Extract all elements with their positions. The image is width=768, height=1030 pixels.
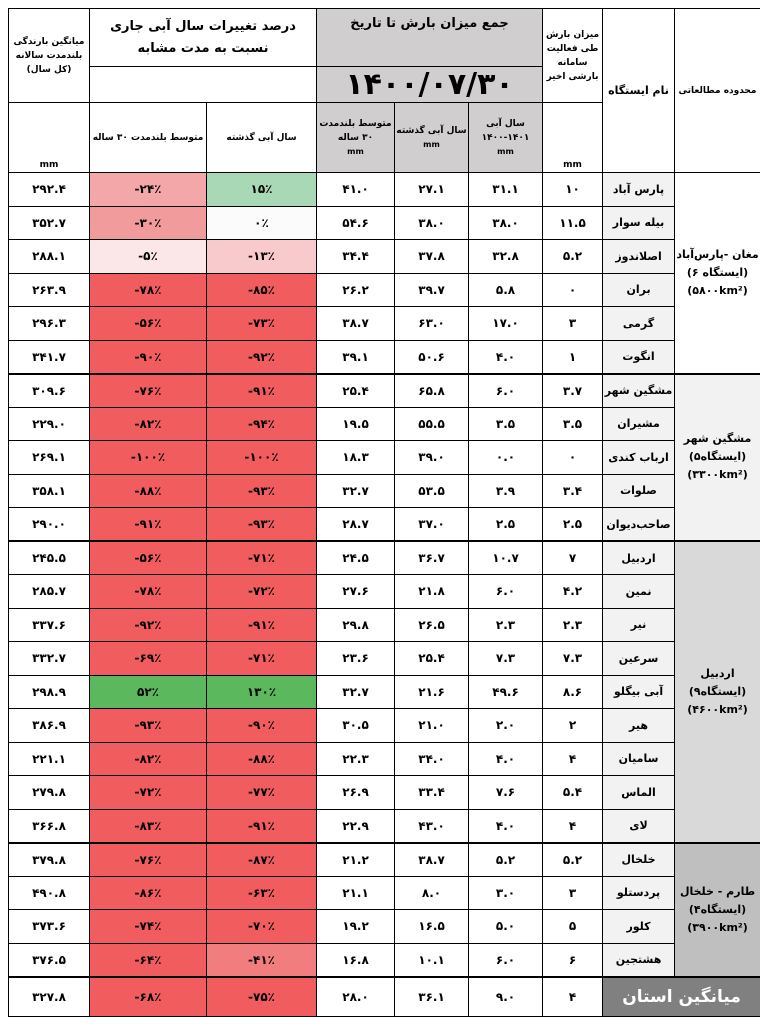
total-last-year-value: ۳۸.۷ bbox=[395, 843, 469, 877]
total-current-value: ۴.۰ bbox=[469, 340, 543, 374]
province-average-row bbox=[9, 977, 761, 1017]
annual-longterm-value: ۲۲۹.۰ bbox=[9, 407, 90, 441]
table-row bbox=[9, 407, 761, 441]
table-row bbox=[9, 307, 761, 341]
header-change-last-year: سال آبی گذشته bbox=[207, 103, 317, 173]
change-vs-last-year-value: -۹۱٪ bbox=[207, 809, 317, 843]
recent-rain-value: ۱۱.۵ bbox=[543, 206, 603, 240]
total-last-year-value: ۲۷.۱ bbox=[395, 173, 469, 207]
total-last-year-value: ۶۳.۰ bbox=[395, 307, 469, 341]
total-last-year-value: ۱۶.۵ bbox=[395, 910, 469, 944]
change-vs-last-year-value: -۹۰٪ bbox=[207, 709, 317, 743]
header-total-current: سال آبی ۱۴۰۱-۱۴۰۰ mm bbox=[469, 103, 543, 173]
total-longterm-value: ۲۸.۷ bbox=[317, 508, 395, 542]
total-longterm-value: ۱۹.۲ bbox=[317, 910, 395, 944]
region-area: (۳۹۰۰km²) bbox=[687, 920, 748, 934]
change-vs-last-year-value: -۶۳٪ bbox=[207, 876, 317, 910]
change-vs-longterm-value: -۸۳٪ bbox=[90, 809, 207, 843]
total-last-year-value: ۲۶.۵ bbox=[395, 608, 469, 642]
station-name: سرعین bbox=[603, 642, 675, 676]
total-current-value: ۵.۸ bbox=[469, 273, 543, 307]
total-last-year-value: ۲۱.۰ bbox=[395, 709, 469, 743]
table-row bbox=[9, 642, 761, 676]
recent-rain-value: ۵.۴ bbox=[543, 776, 603, 810]
station-name: پارس آباد bbox=[603, 173, 675, 207]
header-total-title: جمع میزان بارش تا تاریخ bbox=[350, 16, 509, 31]
change-vs-last-year-value: -۷۳٪ bbox=[207, 307, 317, 341]
station-name: اصلاندوز bbox=[603, 240, 675, 274]
change-vs-longterm-value: -۹۱٪ bbox=[90, 508, 207, 542]
region-area: (۵۸۰۰km²) bbox=[687, 283, 748, 297]
change-vs-longterm-value: -۶۴٪ bbox=[90, 943, 207, 977]
change-vs-longterm-value: -۵٪ bbox=[90, 240, 207, 274]
total-last-year-value: ۲۱.۸ bbox=[395, 575, 469, 609]
header-annual-unit-cell bbox=[9, 103, 90, 173]
station-name: خلخال bbox=[603, 843, 675, 877]
recent-rain-value: ۵.۲ bbox=[543, 240, 603, 274]
annual-longterm-value: ۳۲۷.۸ bbox=[9, 977, 90, 1017]
header-total-last-year: سال آبی گذشته mm bbox=[395, 103, 469, 173]
total-longterm-value: ۲۷.۶ bbox=[317, 575, 395, 609]
total-last-year-value: ۳۹.۷ bbox=[395, 273, 469, 307]
total-longterm-value: ۲۳.۶ bbox=[317, 642, 395, 676]
change-vs-last-year-value: -۷۲٪ bbox=[207, 575, 317, 609]
change-vs-last-year-value: -۹۱٪ bbox=[207, 608, 317, 642]
change-vs-longterm-value: -۷۶٪ bbox=[90, 843, 207, 877]
change-vs-longterm-value: -۲۴٪ bbox=[90, 173, 207, 207]
total-current-value: ۷.۳ bbox=[469, 642, 543, 676]
recent-rain-value: ۴.۲ bbox=[543, 575, 603, 609]
change-vs-last-year-value: -۸۸٪ bbox=[207, 742, 317, 776]
recent-rain-value: ۷.۳ bbox=[543, 642, 603, 676]
change-vs-last-year-value: -۹۴٪ bbox=[207, 407, 317, 441]
total-longterm-value: ۵۴.۶ bbox=[317, 206, 395, 240]
change-vs-longterm-value: ۵۲٪ bbox=[90, 675, 207, 709]
table-row bbox=[9, 910, 761, 944]
annual-longterm-value: ۳۳۷.۶ bbox=[9, 608, 90, 642]
total-current-value: ۱۷.۰ bbox=[469, 307, 543, 341]
annual-longterm-value: ۳۰۹.۶ bbox=[9, 374, 90, 408]
region-sub: (۶ ایستگاه) bbox=[686, 265, 749, 279]
recent-rain-value: ۱۰ bbox=[543, 173, 603, 207]
change-vs-last-year-value: -۸۵٪ bbox=[207, 273, 317, 307]
station-name: اردبیل bbox=[603, 541, 675, 575]
annual-longterm-value: ۲۹۶.۳ bbox=[9, 307, 90, 341]
change-vs-longterm-value: -۷۸٪ bbox=[90, 273, 207, 307]
total-longterm-value: ۲۲.۳ bbox=[317, 742, 395, 776]
total-longterm-value: ۱۹.۵ bbox=[317, 407, 395, 441]
table-row bbox=[9, 809, 761, 843]
table-row bbox=[9, 474, 761, 508]
station-name: هشتجین bbox=[603, 943, 675, 977]
change-vs-longterm-value: -۶۹٪ bbox=[90, 642, 207, 676]
change-vs-longterm-value: -۸۲٪ bbox=[90, 742, 207, 776]
total-current-value: ۳۸.۰ bbox=[469, 206, 543, 240]
table-row bbox=[9, 273, 761, 307]
total-last-year-value: ۳۷.۸ bbox=[395, 240, 469, 274]
change-vs-last-year-value: -۷۰٪ bbox=[207, 910, 317, 944]
study-area-region bbox=[675, 843, 760, 977]
change-vs-last-year-value: -۹۳٪ bbox=[207, 474, 317, 508]
recent-rain-value: ۵.۲ bbox=[543, 843, 603, 877]
annual-longterm-value: ۳۶۶.۸ bbox=[9, 809, 90, 843]
station-name: لای bbox=[603, 809, 675, 843]
change-vs-longterm-value: -۸۸٪ bbox=[90, 474, 207, 508]
station-name: بران bbox=[603, 273, 675, 307]
table-row bbox=[9, 876, 761, 910]
change-vs-longterm-value: -۹۳٪ bbox=[90, 709, 207, 743]
header-total-block bbox=[317, 9, 543, 67]
table-row bbox=[9, 575, 761, 609]
total-longterm-value: ۲۹.۸ bbox=[317, 608, 395, 642]
annual-longterm-value: ۲۸۸.۱ bbox=[9, 240, 90, 274]
change-vs-longterm-value: -۷۴٪ bbox=[90, 910, 207, 944]
total-current-value: ۰.۰ bbox=[469, 441, 543, 475]
total-longterm-value: ۲۸.۰ bbox=[317, 977, 395, 1017]
recent-rain-value: ۵ bbox=[543, 910, 603, 944]
header-date: ۱۴۰۰/۰۷/۳۰ bbox=[317, 67, 543, 103]
annual-longterm-value: ۳۷۶.۵ bbox=[9, 943, 90, 977]
change-vs-longterm-value: -۶۸٪ bbox=[90, 977, 207, 1017]
total-longterm-value: ۲۵.۴ bbox=[317, 374, 395, 408]
region-name: اردبیل bbox=[700, 666, 735, 680]
annual-longterm-value: ۲۸۵.۷ bbox=[9, 575, 90, 609]
total-last-year-value: ۳۹.۰ bbox=[395, 441, 469, 475]
annual-longterm-value: ۲۹۲.۴ bbox=[9, 173, 90, 207]
change-vs-longterm-value: -۸۶٪ bbox=[90, 876, 207, 910]
annual-longterm-value: ۳۷۳.۶ bbox=[9, 910, 90, 944]
total-current-value: ۱۰.۷ bbox=[469, 541, 543, 575]
table-row bbox=[9, 675, 761, 709]
table-row bbox=[9, 541, 761, 575]
total-current-value: ۴.۰ bbox=[469, 742, 543, 776]
annual-longterm-value: ۳۵۸.۱ bbox=[9, 474, 90, 508]
annual-longterm-value: ۲۶۳.۹ bbox=[9, 273, 90, 307]
station-name: گرمی bbox=[603, 307, 675, 341]
station-name: مشیران bbox=[603, 407, 675, 441]
recent-rain-value: ۳.۵ bbox=[543, 407, 603, 441]
recent-rain-value: ۳.۴ bbox=[543, 474, 603, 508]
province-average-label: میانگین استان bbox=[603, 977, 760, 1017]
change-vs-longterm-value: -۵۶٪ bbox=[90, 541, 207, 575]
recent-rain-value: ۴ bbox=[543, 742, 603, 776]
change-vs-last-year-value: -۸۷٪ bbox=[207, 843, 317, 877]
header-change-spacer bbox=[90, 67, 317, 103]
annual-longterm-value: ۲۲۱.۱ bbox=[9, 742, 90, 776]
change-vs-longterm-value: -۷۸٪ bbox=[90, 575, 207, 609]
annual-longterm-value: ۳۴۱.۷ bbox=[9, 340, 90, 374]
total-current-value: ۶.۰ bbox=[469, 374, 543, 408]
recent-rain-value: ۶ bbox=[543, 943, 603, 977]
total-last-year-value: ۴۳.۰ bbox=[395, 809, 469, 843]
total-current-value: ۷.۶ bbox=[469, 776, 543, 810]
station-name: نیر bbox=[603, 608, 675, 642]
region-area: (۳۳۰۰km²) bbox=[687, 468, 748, 482]
total-last-year-value: ۳۶.۱ bbox=[395, 977, 469, 1017]
region-sub: (۵ایستگاه) bbox=[688, 450, 747, 464]
station-name: پردستلو bbox=[603, 876, 675, 910]
station-name: بیله سوار bbox=[603, 206, 675, 240]
station-name: صاحب‌دیوان bbox=[603, 508, 675, 542]
change-vs-longterm-value: -۱۰۰٪ bbox=[90, 441, 207, 475]
station-name: سامیان bbox=[603, 742, 675, 776]
recent-rain-value: ۲.۳ bbox=[543, 608, 603, 642]
total-longterm-value: ۳۴.۴ bbox=[317, 240, 395, 274]
total-last-year-value: ۸.۰ bbox=[395, 876, 469, 910]
annual-longterm-value: ۴۹۰.۸ bbox=[9, 876, 90, 910]
recent-rain-value: ۰ bbox=[543, 441, 603, 475]
total-current-value: ۶.۰ bbox=[469, 943, 543, 977]
recent-rain-value: ۲ bbox=[543, 709, 603, 743]
total-longterm-value: ۲۱.۱ bbox=[317, 876, 395, 910]
change-vs-last-year-value: -۴۱٪ bbox=[207, 943, 317, 977]
recent-rain-value: ۴ bbox=[543, 809, 603, 843]
study-area-region bbox=[675, 173, 760, 374]
total-last-year-value: ۳۸.۰ bbox=[395, 206, 469, 240]
table-row bbox=[9, 709, 761, 743]
table-row bbox=[9, 776, 761, 810]
annual-longterm-value: ۳۵۲.۷ bbox=[9, 206, 90, 240]
total-last-year-value: ۲۵.۴ bbox=[395, 642, 469, 676]
station-name: مشگین شهر bbox=[603, 374, 675, 408]
total-longterm-value: ۲۱.۲ bbox=[317, 843, 395, 877]
total-current-value: ۳.۹ bbox=[469, 474, 543, 508]
recent-rain-value: ۳ bbox=[543, 876, 603, 910]
total-current-value: ۵.۰ bbox=[469, 910, 543, 944]
change-vs-longterm-value: -۷۲٪ bbox=[90, 776, 207, 810]
table-row bbox=[9, 441, 761, 475]
header-recent-unit: mm bbox=[543, 103, 603, 173]
total-longterm-value: ۲۶.۹ bbox=[317, 776, 395, 810]
change-vs-last-year-value: ۰٪ bbox=[207, 206, 317, 240]
change-vs-last-year-value: -۷۵٪ bbox=[207, 977, 317, 1017]
total-longterm-value: ۱۶.۸ bbox=[317, 943, 395, 977]
station-name: آبی بیگلو bbox=[603, 675, 675, 709]
change-vs-last-year-value: -۱۰۰٪ bbox=[207, 441, 317, 475]
annual-longterm-value: ۳۷۹.۸ bbox=[9, 843, 90, 877]
region-sub: (۹ایستگاه) bbox=[688, 684, 747, 698]
change-vs-last-year-value: -۷۷٪ bbox=[207, 776, 317, 810]
total-current-value: ۳.۰ bbox=[469, 876, 543, 910]
station-name: هیر bbox=[603, 709, 675, 743]
station-name: نمین bbox=[603, 575, 675, 609]
table-row bbox=[9, 206, 761, 240]
change-vs-last-year-value: -۷۱٪ bbox=[207, 541, 317, 575]
total-last-year-value: ۵۰.۶ bbox=[395, 340, 469, 374]
change-vs-last-year-value: -۹۳٪ bbox=[207, 508, 317, 542]
total-last-year-value: ۳۶.۷ bbox=[395, 541, 469, 575]
total-last-year-value: ۳۴.۰ bbox=[395, 742, 469, 776]
region-area: (۴۶۰۰km²) bbox=[687, 702, 748, 716]
header-study-area: محدوده مطالعاتی bbox=[675, 9, 760, 173]
recent-rain-value: ۴ bbox=[543, 977, 603, 1017]
header-recent-rain: میزان بارش طی فعالیت سامانه بارشی اخیر bbox=[543, 9, 603, 103]
total-last-year-value: ۵۵.۵ bbox=[395, 407, 469, 441]
table-row bbox=[9, 340, 761, 374]
unit-label: mm bbox=[39, 160, 59, 170]
change-vs-longterm-value: -۷۶٪ bbox=[90, 374, 207, 408]
station-name: صلوات bbox=[603, 474, 675, 508]
change-vs-last-year-value: ۱۳۰٪ bbox=[207, 675, 317, 709]
table-row bbox=[9, 173, 761, 207]
header-change-title: درصد تغییرات سال آبی جاری نسبت به مدت مشابه bbox=[90, 9, 317, 67]
total-current-value: ۲.۳ bbox=[469, 608, 543, 642]
annual-longterm-value: ۲۹۸.۹ bbox=[9, 675, 90, 709]
table-row bbox=[9, 843, 761, 877]
total-current-value: ۴.۰ bbox=[469, 809, 543, 843]
region-name: مغان -پارس‌آباد bbox=[676, 247, 759, 261]
change-vs-longterm-value: -۹۲٪ bbox=[90, 608, 207, 642]
total-last-year-value: ۲۱.۶ bbox=[395, 675, 469, 709]
total-current-value: ۶.۰ bbox=[469, 575, 543, 609]
total-last-year-value: ۵۳.۵ bbox=[395, 474, 469, 508]
region-name: مشگین شهر bbox=[683, 432, 752, 446]
recent-rain-value: ۰ bbox=[543, 273, 603, 307]
precipitation-table-container bbox=[8, 8, 760, 1030]
total-current-value: ۳۱.۱ bbox=[469, 173, 543, 207]
recent-rain-value: ۸.۶ bbox=[543, 675, 603, 709]
total-current-value: ۳.۵ bbox=[469, 407, 543, 441]
total-last-year-value: ۳۳.۴ bbox=[395, 776, 469, 810]
total-longterm-value: ۳۸.۷ bbox=[317, 307, 395, 341]
change-vs-longterm-value: -۵۶٪ bbox=[90, 307, 207, 341]
table-row bbox=[9, 608, 761, 642]
annual-longterm-value: ۲۴۵.۵ bbox=[9, 541, 90, 575]
region-name: طارم - خلخال bbox=[679, 884, 756, 898]
station-name: کلور bbox=[603, 910, 675, 944]
total-current-value: ۲.۵ bbox=[469, 508, 543, 542]
change-vs-longterm-value: -۹۰٪ bbox=[90, 340, 207, 374]
recent-rain-value: ۱ bbox=[543, 340, 603, 374]
table-row bbox=[9, 374, 761, 408]
total-longterm-value: ۳۲.۷ bbox=[317, 675, 395, 709]
change-vs-last-year-value: -۹۲٪ bbox=[207, 340, 317, 374]
change-vs-longterm-value: -۸۲٪ bbox=[90, 407, 207, 441]
change-vs-longterm-value: -۳۰٪ bbox=[90, 206, 207, 240]
annual-longterm-value: ۳۳۲.۷ bbox=[9, 642, 90, 676]
total-current-value: ۴۹.۶ bbox=[469, 675, 543, 709]
header-total-longterm: متوسط بلندمدت ۳۰ ساله mm bbox=[317, 103, 395, 173]
table-row bbox=[9, 742, 761, 776]
station-name: انگوت bbox=[603, 340, 675, 374]
total-current-value: ۵.۲ bbox=[469, 843, 543, 877]
total-current-value: ۹.۰ bbox=[469, 977, 543, 1017]
total-current-value: ۳۲.۸ bbox=[469, 240, 543, 274]
total-longterm-value: ۳۹.۱ bbox=[317, 340, 395, 374]
recent-rain-value: ۷ bbox=[543, 541, 603, 575]
total-longterm-value: ۲۲.۹ bbox=[317, 809, 395, 843]
recent-rain-value: ۲.۵ bbox=[543, 508, 603, 542]
annual-longterm-value: ۲۷۹.۸ bbox=[9, 776, 90, 810]
header-longterm-annual: میانگین بارندگی بلندمدت سالانه (کل سال) bbox=[9, 9, 90, 103]
recent-rain-value: ۳ bbox=[543, 307, 603, 341]
change-vs-last-year-value: -۷۱٪ bbox=[207, 642, 317, 676]
total-longterm-value: ۲۴.۵ bbox=[317, 541, 395, 575]
change-vs-last-year-value: -۹۱٪ bbox=[207, 374, 317, 408]
table-row bbox=[9, 943, 761, 977]
total-longterm-value: ۳۲.۷ bbox=[317, 474, 395, 508]
header-change-longterm: متوسط بلندمدت ۳۰ ساله bbox=[90, 103, 207, 173]
total-longterm-value: ۴۱.۰ bbox=[317, 173, 395, 207]
annual-longterm-value: ۳۸۶.۹ bbox=[9, 709, 90, 743]
precipitation-table bbox=[8, 8, 760, 1017]
station-name: الماس bbox=[603, 776, 675, 810]
total-longterm-value: ۳۰.۵ bbox=[317, 709, 395, 743]
total-longterm-value: ۲۶.۲ bbox=[317, 273, 395, 307]
table-row bbox=[9, 240, 761, 274]
change-vs-last-year-value: -۱۳٪ bbox=[207, 240, 317, 274]
study-area-region bbox=[675, 541, 760, 843]
region-sub: (۴ایستگاه) bbox=[688, 902, 747, 916]
table-row bbox=[9, 508, 761, 542]
annual-longterm-value: ۲۶۹.۱ bbox=[9, 441, 90, 475]
study-area-region bbox=[675, 374, 760, 542]
total-last-year-value: ۶۵.۸ bbox=[395, 374, 469, 408]
recent-rain-value: ۳.۷ bbox=[543, 374, 603, 408]
annual-longterm-value: ۲۹۰.۰ bbox=[9, 508, 90, 542]
total-current-value: ۲.۰ bbox=[469, 709, 543, 743]
header-station-name: نام ایستگاه bbox=[603, 9, 675, 173]
change-vs-last-year-value: ۱۵٪ bbox=[207, 173, 317, 207]
total-last-year-value: ۳۷.۰ bbox=[395, 508, 469, 542]
total-longterm-value: ۱۸.۳ bbox=[317, 441, 395, 475]
total-last-year-value: ۱۰.۱ bbox=[395, 943, 469, 977]
station-name: ارباب کندی bbox=[603, 441, 675, 475]
